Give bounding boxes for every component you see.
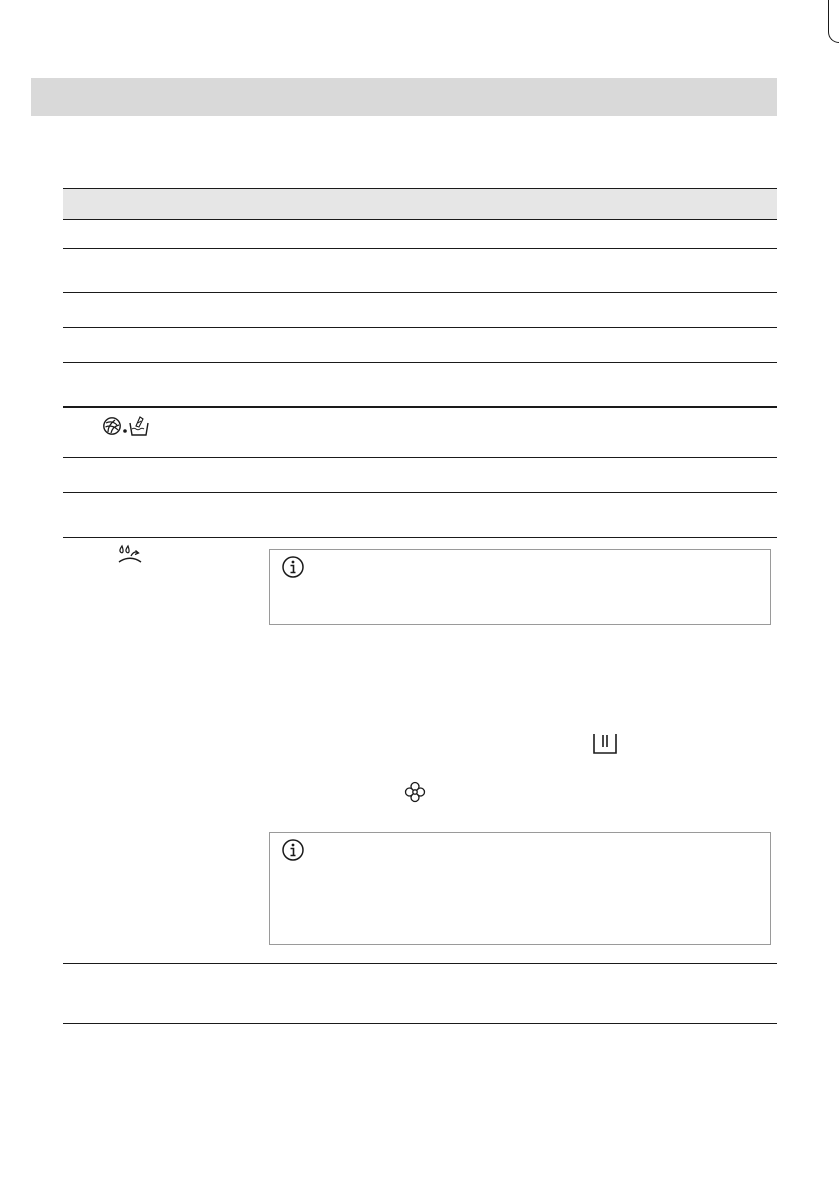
handwash-icon: [128, 415, 150, 436]
table-row-divider: [63, 963, 777, 964]
table-bottom-rule: [63, 1023, 777, 1024]
table-header-row: [63, 189, 777, 219]
table-row-divider: [63, 537, 777, 538]
table-row-divider: [63, 362, 777, 363]
compartment-icon: [591, 732, 619, 756]
section-title-bar: [31, 78, 777, 116]
table-row-divider: [63, 406, 777, 408]
wool-icon: [102, 416, 122, 436]
info-icon: [281, 555, 305, 579]
table-row-divider: [63, 292, 777, 293]
info-note-box: [269, 549, 771, 625]
table-row-divider: [63, 248, 777, 249]
info-note-box: [269, 832, 771, 945]
table-row-divider: [63, 219, 777, 220]
rinse-spin-icon: [117, 544, 143, 566]
info-icon: [281, 838, 305, 862]
table-row-divider: [63, 492, 777, 493]
table-row-divider: [63, 327, 777, 328]
page-edge-tab: [828, 0, 839, 43]
softener-flower-icon: [404, 781, 426, 803]
table-row-divider: [63, 457, 777, 458]
